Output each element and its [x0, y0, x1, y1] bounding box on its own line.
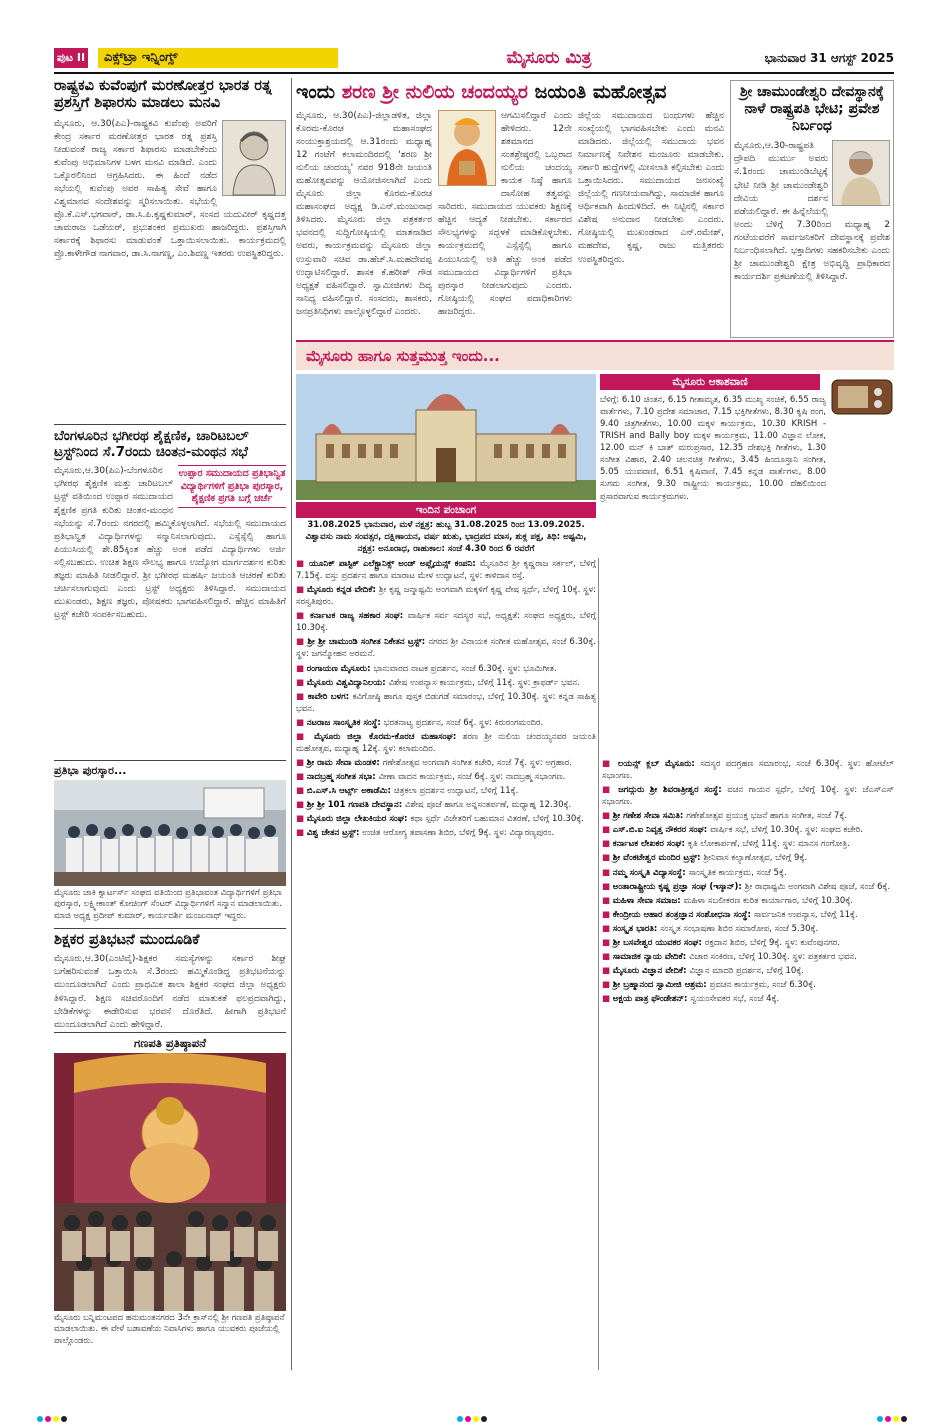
kuvempu-portrait — [222, 120, 286, 196]
event-item — [602, 867, 894, 879]
photo-title: ಪ್ರತಿಭಾ ಪುರಸ್ಕಾರ... — [54, 764, 127, 777]
today-box-header — [296, 340, 894, 370]
divider — [54, 424, 286, 425]
event-text: ಗಣೇಶೋತ್ಸವ ಪ್ರಯುಕ್ತ ಭಜನೆ ಹಾಗೂ ಸಂಗೀತ, ಸಂಜೆ 7ಕ್ಕೆ. — [686, 811, 848, 822]
event-text: ಮಹಿಳಾ ಸಬಲೀಕರಣ ಕುರಿತ ಕಾರ್ಯಾಗಾರ, ಬೆಳಿಗ್ಗೆ 10.30ಕ್ಕೆ. — [683, 895, 854, 906]
bullet-icon: ■ — [296, 677, 307, 688]
event-item — [296, 813, 596, 825]
divider — [54, 1032, 286, 1033]
event-text: ಚಿತ್ರಕಲಾ ಪ್ರದರ್ಶನ ಉದ್ಘಾಟನೆ, ಬೆಳಿಗ್ಗೆ 11ಕ್ಕೆ. — [393, 786, 519, 797]
bullet-icon: ■ — [602, 811, 613, 822]
section-title: ಎಕ್ಸ್‌ಟ್ರಾ ಇನ್ನಿಂಗ್ಸ್ — [98, 48, 338, 68]
chandayya-portrait — [438, 110, 496, 186]
event-item — [296, 827, 596, 839]
article-headline: ಬೆಂಗಳೂರಿನ ಭಗೀರಥ ಶೈಕ್ಷಣಿಕ, ಚಾರಿಟಬಲ್ ಟ್ರಸ್ಟ್‌ನಿಂದ ಸೆ.7ರಂದು ಚಿಂತನ-ಮಂಥನ ಸಭೆ — [54, 428, 249, 461]
article-body: ಮೈಸೂರು,ಆ.30(ಪಿಎ)-ಬೆಂಗಳೂರಿನ ಭಗೀರಥ ಶೈಕ್ಷಣಿಕ ಮತ್ತು ಚಾರಿಟಬಲ್ ಟ್ರಸ್ಟ್ ವತಿಯಿಂದ ಉಪ್ಪಾರ ಸಮುದಾಯದ ಶೈಕ್ಷಣಿಕ ಪ್ರಗತಿ ಕುರಿತು ಚಿಂತನ-ಮಂಥನ ಸಭೆಯನ್ನು ಸೆ.7ರಂದು ನಗರದಲ್ಲಿ ಹಮ್ಮಿಕೊಳ್ಳಲಾಗಿದೆ. ಸಭೆಯಲ್ಲಿ ಸಮುದಾಯದ ಪ್ರತಿಭಾನ್ವಿತ ವಿದ್ಯಾರ್ಥಿಗಳನ್ನು ಸನ್ಮಾನಿಸಲಾಗುವುದು. ಎಸ್ಸೆಸ್ಸೆಲ್ಸಿ ಹಾಗೂ ಪಿಯುಸಿಯಲ್ಲಿ ಶೇ.85ಕ್ಕಿಂತ ಹೆಚ್ಚು ಅಂಕ ಪಡೆದ ವಿದ್ಯಾರ್ಥಿಗಳು ಅರ್ಜಿ ಸಲ್ಲಿಸಬಹುದು. ಉಚಿತ ಶಿಕ್ಷಣ ಸೌಲಭ್ಯ ಹಾಗೂ ಉದ್ಯೋಗ ಮಾರ್ಗದರ್ಶನ ಕುರಿತು ತಜ್ಞರು ಮಾಹಿತಿ ನೀಡಲಿದ್ದಾರೆ. ಶ್ರೀ ಭಗೀರಥ ಮಹರ್ಷಿ ಜಯಂತಿ ಆಚರಣೆ ಕುರಿತು ಚರ್ಚಿಸಲಾಗುವುದು ಎಂದು ಟ್ರಸ್ಟ್ ಅಧ್ಯಕ್ಷರು ತಿಳಿಸಿದ್ದಾರೆ. ಸಮುದಾಯದ ಮುಖಂಡರು, ಶಿಕ್ಷಣ ತಜ್ಞರು, ಪೋಷಕರು ಭಾಗವಹಿಸಲಿದ್ದಾರೆ. ಹೆಚ್ಚಿನ ಮಾಹಿತಿಗೆ ಟ್ರಸ್ಟ್ ಕಚೇರಿ ಸಂಪರ್ಕಿಸಬಹುದು. — [54, 466, 286, 620]
event-item — [602, 909, 894, 921]
events-left-list — [296, 558, 596, 839]
today-box-title: ಮೈಸೂರು ಹಾಗೂ ಸುತ್ತಮುತ್ತ ಇಂದು... — [306, 347, 500, 365]
event-text: ವಿಜ್ಞಾನ ಮಾದರಿ ಪ್ರದರ್ಶನ, ಬೆಳಿಗ್ಗೆ 10ಕ್ಕೆ. — [689, 965, 804, 976]
headline-prefix: ಇಂದು — [296, 81, 336, 103]
radio-schedule: ಬೆಳಿಗ್ಗೆ: 6.10 ಚಿಂತನ, 6.15 ಗೀತಾಮೃತ, 6.35 ಮುಖ್ಯ ಸಂಚಿಕೆ, 6.55 ರಾಜ್ಯ ವಾರ್ತೆಗಳು, 7.10 ಪ್ರದೇಶ ಸಮಾಚಾರ, 7.15 ಭಕ್ತಿಗೀತೆಗಳು, 8.30 ಕೃಷಿ ರಂಗ, 9.40 ಚಿತ್ರಗೀತೆಗಳು, 10.00 ಮಕ್ಕಳ ಕಾರ್ಯಕ್ರಮ, 10.30 KRISH - TRISH and Bally boy ಮಕ್ಕಳ ಕಾರ್ಯಕ್ರಮ, 11.00 ವಿಜ್ಞಾನ ಲೋಕ, 12.00 ಮನ್ ಕಿ ಬಾತ್ ಮರುಪ್ರಸಾರ, 12.35 ದೇಶಭಕ್ತಿ ಗೀತೆಗಳು, 1.30 ಸಂಗೀತ ವಿಹಾರ, 2.40 ಚಲನಚಿತ್ರ ಗೀತೆಗಳು, 3.45 ಹಿಂದೂಸ್ತಾನಿ ಸಂಗೀತ, 5.05 ಯುವವಾಣಿ, 6.51 ಕೃಷಿವಾಣಿ, 7.45 ಕನ್ನಡ ವಾರ್ತೆಗಳು, 8.00 ಸುಗಮ ಸಂಗೀತ, 9.30 ರಾಷ್ಟ್ರೀಯ ಕಾರ್ಯಕ್ರಮ, 10.00 ದೆಹಲಿಯಿಂದ ಪ್ರಸಾರವಾಗುವ ಕಾರ್ಯಕ್ರಮಗಳು. — [600, 395, 826, 502]
article-bengaluru — [54, 428, 286, 758]
events-right-list — [602, 758, 894, 1005]
bullet-icon: ■ — [296, 772, 307, 782]
divider — [54, 928, 286, 929]
event-title: ನಮ್ಮ ಸಂಸ್ಕೃತಿ ವಿದ್ಯಾಸಂಸ್ಥೆ: — [612, 867, 689, 878]
event-item — [602, 965, 894, 977]
event-text: ಶ್ರೀ ರಾಧಾಷ್ಟಮಿ ಅಂಗವಾಗಿ ವಿಶೇಷ ಪೂಜೆ, ಸಂಜೆ 6ಕ್ಕೆ. — [744, 881, 891, 892]
event-item — [296, 610, 596, 634]
radio-block — [600, 374, 894, 752]
ganapati-photo — [54, 1053, 286, 1311]
headline-suffix: ಜಯಂತಿ ಮಹೋತ್ಸವ — [534, 81, 667, 103]
events-right — [602, 758, 894, 1370]
event-text: ಶರಣ ಶ್ರೀ ನುಲಿಯ ಚಂದಯ್ಯನವರ ಜಯಂತಿ ಮಹೋತ್ಸವ, ಮಧ್ಯಾಹ್ನ 12ಕ್ಕೆ. ಸ್ಥಳ: ಕಲಾಮಂದಿರ. — [296, 731, 597, 754]
dateline: ಭಾನುವಾರ 31 ಆಗಸ್ಟ್ 2025 — [764, 51, 894, 65]
bullet-icon: ■ — [296, 828, 307, 839]
event-item — [296, 757, 596, 769]
column-rule — [291, 78, 292, 1370]
event-title: ಅಂತಾರಾಷ್ಟ್ರೀಯ ಕೃಷ್ಣ ಪ್ರಜ್ಞಾ ಸಂಘ (ಇಸ್ಕಾನ್): — [612, 881, 745, 892]
event-item — [602, 852, 894, 864]
event-text: ಸ್ವಯಂಸೇವಕರ ಸಭೆ, ಸಂಜೆ 4ಕ್ಕೆ. — [690, 994, 780, 1005]
event-title: ಎಸ್.ಬಿ.ಐ ನಿವೃತ್ತ ನೌಕರರ ಸಂಘ: — [612, 825, 711, 836]
event-text: ಭಾನುವಾರದ ನಾಟಕ ಪ್ರದರ್ಶನ, ಸಂಜೆ 6.30ಕ್ಕೆ. ಸ್ಥಳ: ಭೂಮಿಗೀತ. — [373, 663, 557, 674]
event-text: ವಾರ್ಷಿಕ ಸರ್ವ ಸದಸ್ಯರ ಸಭೆ, ಅಧ್ಯಕ್ಷತೆ: ಸಂಘದ ಅಧ್ಯಕ್ಷರು, ಬೆಳಿಗ್ಗೆ 10.30ಕ್ಕೆ. — [296, 611, 597, 634]
event-title: ಕಾವೇರಿ ಬಳಗ: — [307, 691, 353, 702]
event-title: ನಟರಾಜ ಸಾಂಸ್ಕೃತಿಕ ಸಂಸ್ಥೆ: — [306, 717, 384, 728]
bullet-icon: ■ — [296, 757, 307, 768]
event-text: ಕಥಾ ಸ್ಪರ್ಧೆ ವಿಜೇತರಿಗೆ ಬಹುಮಾನ ವಿತರಣೆ, ಬೆಳಿಗ್ಗೆ 10.30ಕ್ಕೆ. — [410, 814, 584, 825]
events-left — [296, 558, 596, 1370]
event-title: ಮಹಿಳಾ ಸೇವಾ ಸಮಾಜ: — [612, 895, 684, 906]
event-title: ಶ್ರೀ ಬ್ರಹ್ಮಾನಂದ ಸ್ವಾಮೀಜಿ ಆಶ್ರಮ: — [612, 980, 710, 990]
bullet-icon: ■ — [296, 637, 308, 648]
article-body: ಜಿಲ್ಲೆಯ ಸಮುದಾಯದ ಬಂಧುಗಳು ಹೆಚ್ಚಿನ ಸಂಖ್ಯೆಯಲ್ಲಿ ಭಾಗವಹಿಸಬೇಕು ಎಂದು ಮನವಿ ಮಾಡಿದರು. ಜಿಲ್ಲೆಯಲ್ಲಿ ಸಮುದಾಯ ಭವನ ನಿರ್ಮಾಣಕ್ಕೆ ನಿವೇಶನ ಮಂಜೂರು ಮಾಡಬೇಕು. ಸರ್ಕಾರಿ ಹುದ್ದೆಗಳಲ್ಲಿ ಮೀಸಲಾತಿ ಕಲ್ಪಿಸಬೇಕು ಎಂದು ಒತ್ತಾಯಿಸಿದರು. ಸಮುದಾಯದ ಜನಸಂಖ್ಯೆ ಜಿಲ್ಲೆಯಲ್ಲಿ ಗಣನೀಯವಾಗಿದ್ದು, ಸಾಮಾಜಿಕ ಹಾಗೂ ಆರ್ಥಿಕವಾಗಿ ಹಿಂದುಳಿದಿದೆ. ಈ ನಿಟ್ಟಿನಲ್ಲಿ ಸರ್ಕಾರ ವಿಶೇಷ ಅನುದಾನ ನೀಡಬೇಕು ಎಂದರು. ಗೋಷ್ಠಿಯಲ್ಲಿ ಮುಖಂಡರಾದ ಎನ್.ರಮೇಶ್, ಮಹದೇವ, ಕೃಷ್ಣ, ರಾಜು ಮತ್ತಿತರರು ಉಪಸ್ಥಿತರಿದ್ದರು. — [578, 111, 724, 265]
event-item — [296, 717, 596, 729]
photo-title: ಗಣಪತಿ ಪ್ರತಿಷ್ಠಾಪನೆ — [134, 1036, 206, 1050]
event-item — [296, 677, 596, 689]
bullet-icon: ■ — [602, 895, 613, 906]
event-text: ಉಚಿತ ಆರೋಗ್ಯ ತಪಾಸಣಾ ಶಿಬಿರ, ಬೆಳಿಗ್ಗೆ 9ಕ್ಕೆ. ಸ್ಥಳ: ವಿದ್ಯಾರಣ್ಯಪುರಂ. — [362, 828, 555, 839]
event-text: ಮೈಸೂರಿನ ಶ್ರೀ ಕೃಷ್ಣರಾಜ ಸರ್ಕಲ್, ಬೆಳಿಗ್ಗೆ 7.15ಕ್ಕೆ. ವಸ್ತು ಪ್ರದರ್ಶನ ಹಾಗೂ ಮಾರಾಟ ಮೇಳ ಉದ್ಘಾಟನೆ, ಸ್ಥಳ: ಕಾಳಿದಾಸ ರಸ್ತೆ. — [296, 559, 596, 582]
event-item — [296, 731, 596, 755]
event-title: ಶ್ರೀ ರಾಮ ಸೇವಾ ಮಂಡಳಿ: — [306, 757, 383, 768]
event-text: ಸದಸ್ಯರ ಪದಗ್ರಹಣ ಸಮಾರಂಭ, ಸಂಜೆ 6.30ಕ್ಕೆ. ಸ್ಥಳ: ಹೋಟೆಲ್ ಸಭಾಂಗಣ. — [602, 759, 894, 782]
radio-title: ಮೈಸೂರು ಆಕಾಶವಾಣಿ — [600, 374, 820, 390]
event-item — [602, 895, 894, 907]
event-title: ನಾದಬ್ರಹ್ಮ ಸಂಗೀತ ಸಭಾ: — [306, 772, 379, 782]
event-title: ಶ್ರೀ ಶ್ರೀ ಚಾಮುಂಡಿ ಸಂಗೀತ ನಿಕೇತನ ಟ್ರಸ್ಟ್: — [307, 637, 429, 648]
bullet-icon: ■ — [296, 585, 307, 596]
event-title: ಲಯನ್ಸ್ ಕ್ಲಬ್ ಮೈಸೂರು: — [617, 759, 701, 769]
jayanti-body-mid — [438, 110, 572, 332]
palace-image — [296, 374, 596, 500]
event-item — [296, 785, 596, 797]
photo-caption: ಮೈಸೂರು ಬನ್ನಿಮಂಟಪದ ಹನುಮಂತನಗರದ 3ನೇ ಕ್ರಾಸ್‌ನಲ್ಲಿ ಶ್ರೀ ಗಣಪತಿ ಪ್ರತಿಷ್ಠಾಪನೆ ಮಾಡಲಾಯಿತು. ಈ ವೇಳೆ ಬಡಾವಣೆಯ ನಿವಾಸಿಗಳು ಹಾಗೂ ಯುವಕರು ಪೂಜೆಯಲ್ಲಿ ಪಾಲ್ಗೊಂಡರು. — [54, 1313, 285, 1346]
bullet-icon: ■ — [296, 800, 307, 811]
event-text: ವಾರ್ಷಿಕ ಸಭೆ, ಬೆಳಿಗ್ಗೆ 10.30ಕ್ಕೆ. ಸ್ಥಳ: ಸಂಘದ ಕಚೇರಿ. — [710, 825, 864, 836]
event-item — [602, 923, 894, 935]
event-title: ಮೈಸೂರು ವಿಜ್ಞಾನ ವೇದಿಕೆ: — [612, 965, 690, 976]
bullet-icon: ■ — [602, 951, 613, 962]
print-registration-marks — [0, 1408, 945, 1416]
jayanti-headline — [296, 78, 724, 106]
event-title: ಮೈಸೂರು ಜಿಲ್ಲಾ ಕೊರಮ-ಕೊರಚ ಮಹಾಸಂಘ: — [314, 731, 463, 742]
article-protest — [54, 932, 286, 1030]
panchanga-title: ಇಂದಿನ ಪಂಚಾಂಗ — [296, 502, 596, 518]
event-title: ವಿಶ್ವ ಚೇತನ ಟ್ರಸ್ಟ್: — [306, 828, 363, 839]
event-item — [296, 558, 596, 582]
article-president — [730, 80, 894, 338]
event-title: ಅಕ್ಷಯ ಪಾತ್ರ ಫೌಂಡೇಶನ್: — [612, 994, 691, 1005]
bullet-icon: ■ — [602, 853, 613, 864]
event-title: ಕೇಂದ್ರೀಯ ಆಹಾರ ತಂತ್ರಜ್ಞಾನ ಸಂಶೋಧನಾ ಸಂಸ್ಥೆ: — [612, 909, 754, 920]
event-item — [296, 799, 596, 811]
event-item — [296, 771, 596, 783]
event-item — [602, 993, 894, 1005]
event-text: ವಚನ ಗಾಯನ ಸ್ಪರ್ಧೆ, ಬೆಳಿಗ್ಗೆ 10ಕ್ಕೆ. ಸ್ಥಳ: ಜೆಎಸ್‌ಎಸ್ ಸಭಾಂಗಣ. — [602, 785, 895, 808]
bullet-icon: ■ — [296, 814, 307, 825]
event-text: ವೀಣಾ ವಾದನ ಕಾರ್ಯಕ್ರಮ, ಸಂಜೆ 6ಕ್ಕೆ. ಸ್ಥಳ: ನಾದಬ್ರಹ್ಮ ಸಭಾಂಗಣ. — [378, 772, 566, 782]
president-portrait — [832, 140, 890, 206]
photo-ganapati-block — [54, 1036, 286, 1370]
bullet-icon: ■ — [296, 731, 315, 742]
bullet-icon: ■ — [602, 881, 613, 892]
photo-caption: ಮೈಸೂರು ಜಾಕಿ ಕ್ವಾರ್ಟರ್ಸ್ ಸಂಘದ ವತಿಯಿಂದ ಪ್ರತಿಭಾವಂತ ವಿದ್ಯಾರ್ಥಿಗಳಿಗೆ ಪ್ರತಿಭಾ ಪುರಸ್ಕಾರ, ಲಕ್ಷ್ಮೀಕಾಂತ್ ಕೋಚಿಂಗ್ ಸೆಂಟರ್ ವಿದ್ಯಾರ್ಥಿಗಳಿಗೆ ಸನ್ಮಾನ ಮಾಡಲಾಯಿತು. ಮಾಜಿ ಅಧ್ಯಕ್ಷ ಪ್ರದೀಪ್ ಕುಮಾರ್, ಕಾರ್ಯದರ್ಶಿ ಮಂಜುನಾಥ್ ಇದ್ದರು. — [54, 888, 282, 921]
page-header — [54, 48, 894, 70]
palace-block — [296, 374, 596, 552]
article-body: ಮೈಸೂರು,ಆ.30-ರಾಷ್ಟ್ರಪತಿ ದ್ರೌಪದಿ ಮುರ್ಮು ಅವರು ಸೆ.1ರಂದು ಚಾಮುಂಡಿಬೆಟ್ಟಕ್ಕೆ ಭೇಟಿ ನೀಡಿ ಶ್ರೀ ಚಾಮುಂಡೇಶ್ವರಿ ದೇವಿಯ ದರ್ಶನ ಪಡೆಯಲಿದ್ದಾರೆ. ಈ ಹಿನ್ನೆಲೆಯಲ್ಲಿ ಅಂದು ಬೆಳಿಗ್ಗೆ 7.30ರಿಂದ ಮಧ್ಯಾಹ್ನ 2 ಗಂಟೆಯವರೆಗೆ ಸಾರ್ವಜನಿಕರಿಗೆ ದೇವಸ್ಥಾನಕ್ಕೆ ಪ್ರವೇಶ ನಿರ್ಬಂಧಿಸಲಾಗಿದೆ. ಭಕ್ತಾದಿಗಳು ಸಹಕರಿಸಬೇಕು ಎಂದು ಶ್ರೀ ಚಾಮುಂಡೇಶ್ವರಿ ಕ್ಷೇತ್ರ ಅಭಿವೃದ್ಧಿ ಪ್ರಾಧಿಕಾರದ ಕಾರ್ಯದರ್ಶಿ ಪ್ರಕಟಣೆಯಲ್ಲಿ ತಿಳಿಸಿದ್ದಾರೆ. — [734, 141, 890, 282]
bullet-icon: ■ — [602, 937, 613, 948]
bullet-icon: ■ — [296, 717, 307, 728]
event-item — [296, 663, 596, 675]
bullet-icon: ■ — [602, 839, 613, 850]
bullet-icon: ■ — [602, 759, 618, 769]
event-title: ಜಗದ್ಗುರು ಶ್ರೀ ಶಿವರಾತ್ರೀಶ್ವರ ಸಂಸ್ಥೆ: — [618, 785, 728, 796]
column-rule — [598, 558, 599, 1370]
event-item — [602, 951, 894, 963]
event-item — [602, 758, 894, 782]
event-title: ಶ್ರೀ ವೆಂಕಟೇಶ್ವರ ಮಂದಿರ ಟ್ರಸ್ಟ್: — [612, 853, 704, 864]
event-text: ಶ್ರೀನಿವಾಸ ಕಲ್ಯಾಣೋತ್ಸವ, ಬೆಳಿಗ್ಗೆ 9ಕ್ಕೆ. — [703, 853, 808, 864]
event-item — [296, 584, 596, 608]
event-text: ಸಾರ್ವಜನಿಕ ಉಪನ್ಯಾಸ, ಬೆಳಿಗ್ಗೆ 11ಕ್ಕೆ. — [753, 909, 858, 920]
event-title: ಮೈಸೂರು ವಿಶ್ವವಿದ್ಯಾನಿಲಯ: — [306, 677, 389, 688]
event-item — [602, 881, 894, 893]
event-title: ಸಂಸ್ಕೃತ ಭಾರತಿ: — [612, 923, 661, 934]
event-text: ವಿಚಾರ ಸಂಕಿರಣ, ಬೆಳಿಗ್ಗೆ 10.30ಕ್ಕೆ. ಸ್ಥಳ: ಪತ್ರಕರ್ತರ ಭವನ. — [689, 951, 857, 962]
bullet-icon: ■ — [602, 867, 613, 878]
header-rule — [54, 72, 894, 74]
event-title: ಶ್ರೀ ಗಣೇಶ ಸೇವಾ ಸಮಿತಿ: — [612, 811, 687, 822]
event-title: ಸಾಮಾಜಿಕ ನ್ಯಾಯ ವೇದಿಕೆ: — [612, 951, 690, 962]
bullet-icon: ■ — [602, 825, 613, 836]
article-body: ಮೈಸೂರು,ಆ.30(ಎಂಟಿವೈ)-ಶಿಕ್ಷಕರ ಸಮಸ್ಯೆಗಳನ್ನು ಸರ್ಕಾರ ಶೀಘ್ರ ಬಗೆಹರಿಸುವಂತೆ ಒತ್ತಾಯಿಸಿ ಸೆ.3ರಂದು ಹಮ್ಮಿಕೊಂಡಿದ್ದ ಪ್ರತಿಭಟನೆಯನ್ನು ಮುಂದೂಡಲಾಗಿದೆ ಎಂದು ಪ್ರಾಥಮಿಕ ಶಾಲಾ ಶಿಕ್ಷಕರ ಸಂಘದ ಜಿಲ್ಲಾ ಅಧ್ಯಕ್ಷರು ತಿಳಿಸಿದ್ದಾರೆ. ಶಿಕ್ಷಣ ಸಚಿವರೊಂದಿಗೆ ನಡೆದ ಮಾತುಕತೆ ಫಲಪ್ರದವಾಗಿದ್ದು, ಬೇಡಿಕೆಗಳನ್ನು ಈಡೇರಿಸುವ ಭರವಸೆ ದೊರೆತಿದೆ. ಹೀಗಾಗಿ ಪ್ರತಿಭಟನೆ ಮುಂದೂಡಲಾಗಿದೆ ಎಂದು ಹೇಳಿದ್ದಾರೆ. — [54, 954, 286, 1030]
divider — [54, 760, 286, 761]
event-title: ಬಿ.ಎಸ್.ಸಿ ಆರ್ಟ್ಸ್ ಅಕಾಡೆಮಿ: — [306, 786, 394, 797]
photo-pratibha-block — [54, 764, 286, 921]
jayanti-body-right — [578, 110, 724, 332]
radio-icon — [830, 374, 894, 418]
event-text: ಕೃತಿ ಲೋಕಾರ್ಪಣೆ, ಬೆಳಿಗ್ಗೆ 11ಕ್ಕೆ. ಸ್ಥಳ: ಮಾನಸ ಗಂಗೋತ್ರಿ. — [687, 839, 850, 850]
article-subhead: ಉಪ್ಪಾರ ಸಮುದಾಯದ ಪ್ರತಿಭಾನ್ವಿತ ವಿದ್ಯಾರ್ಥಿಗಳಿಗೆ ಪ್ರತಿಭಾ ಪುರಸ್ಕಾರ, ಶೈಕ್ಷಣಿಕ ಪ್ರಗತಿ ಬಗ್ಗೆ ಚರ್ಚೆ — [178, 465, 286, 508]
headline-accent: ಶರಣ ಶ್ರೀ ನುಲಿಯ ಚಂದಯ್ಯರ — [341, 81, 528, 103]
event-title: ಮೈಸೂರು ಜಿಲ್ಲಾ ಲೇಖಕಿಯರ ಸಂಘ: — [306, 814, 411, 825]
event-item — [602, 838, 894, 850]
bullet-icon: ■ — [296, 611, 310, 622]
event-title: ಮೈಸೂರು ಕನ್ನಡ ವೇದಿಕೆ: — [306, 585, 379, 596]
event-item — [602, 824, 894, 836]
article-kuvempu — [54, 78, 286, 418]
event-text: ವಿಶೇಷ ಪೂಜೆ ಹಾಗೂ ಅನ್ನಸಂತರ್ಪಣೆ, ಮಧ್ಯಾಹ್ನ 12.30ಕ್ಕೆ. — [405, 800, 572, 811]
event-text: ಭರತನಾಟ್ಯ ಪ್ರದರ್ಶನ, ಸಂಜೆ 6ಕ್ಕೆ. ಸ್ಥಳ: ಕಿರುರಂಗಮಂದಿರ. — [383, 717, 544, 728]
event-item — [296, 691, 596, 715]
event-title: ಶ್ರೀ ಬಸವೇಶ್ವರ ಯುವಕರ ಸಂಘ: — [612, 937, 705, 948]
masthead: ಮೈಸೂರು ಮಿತ್ರ — [506, 48, 592, 68]
event-text: ನಗರದ ಶ್ರೀ ವಿನಾಯಕ ಸಂಗೀತ ಮಹೋತ್ಸವ, ಸಂಜೆ 6.30ಕ್ಕೆ. ಸ್ಥಳ: ಜಗನ್ಮೋಹನ ಅರಮನೆ. — [296, 637, 597, 660]
panchanga-text: 31.08.2025 ಭಾನುವಾರ, ಮಳೆ ನಕ್ಷತ್ರ: ಹುಬ್ಬ 31.08.2025 ರಿಂದ 13.09.2025. ವಿಶ್ವಾವಸು ನಾಮ ಸಂವತ್ಸರ, ದಕ್ಷಿಣಾಯನ, ವರ್ಷ ಋತು, ಭಾದ್ರಪದ ಮಾಸ, ಶುಕ್ಲ ಪಕ್ಷ, ತಿಥಿ: ಅಷ್ಟಮಿ, ನಕ್ಷತ್ರ: ಅನೂರಾಧ, ರಾಹುಕಾಲ: ಸಂಜೆ 4.30 ರಿಂದ 6 ರವರೆಗೆ — [305, 520, 587, 554]
event-text: ಸಂಸ್ಕೃತ ಸಂಭಾಷಣಾ ಶಿಬಿರ ಸಮಾರೋಪ, ಸಂಜೆ 5.30ಕ್ಕೆ. — [660, 923, 819, 934]
event-title: ಶ್ರೀ ಶ್ರೀ 101 ಗಣಪತಿ ದೇವಸ್ಥಾನ: — [306, 800, 406, 811]
event-text: ರಕ್ತದಾನ ಶಿಬಿರ, ಬೆಳಿಗ್ಗೆ 9ಕ್ಕೆ. ಸ್ಥಳ: ಕುವೆಂಪುನಗರ. — [704, 937, 840, 948]
event-title: ಯೂನಿಕ್ ಪಾಸ್ಟಿಕ್ ಎಲೆಕ್ಟ್ರಾನಿಕ್ಸ್ ಅಂಡ್ ಅಪ್ಲೈಯನ್ಸ್ ಕಂಪನಿ: — [308, 559, 480, 569]
event-item — [602, 937, 894, 949]
event-title: ರಂಗಾಯಣ ಮೈಸೂರು: — [306, 663, 374, 674]
event-text: ಗಣೇಶೋತ್ಸವ ಅಂಗವಾಗಿ ಸಂಗೀತ ಕಚೇರಿ, ಸಂಜೆ 7ಕ್ಕೆ. ಸ್ಥಳ: ಅಗ್ರಹಾರ. — [382, 757, 572, 768]
article-headline: ರಾಷ್ಟ್ರಕವಿ ಕುವೆಂಪುಗೆ ಮರಣೋತ್ತರ ಭಾರತ ರತ್ನ ಪ್ರಶಸ್ತಿಗೆ ಶಿಫಾರಸು ಮಾಡಲು ಮನವಿ — [54, 78, 272, 112]
bullet-icon: ■ — [296, 786, 307, 797]
bullet-icon: ■ — [602, 923, 613, 934]
bullet-icon: ■ — [296, 663, 307, 674]
article-body: ಮೈಸೂರು, ಆ.30(ಪಿಎ)-ರಾಷ್ಟ್ರಕವಿ ಕುವೆಂಪು ಅವರಿಗೆ ಕೇಂದ್ರ ಸರ್ಕಾರ ಮರಣೋತ್ತರ ಭಾರತ ರತ್ನ ಪ್ರಶಸ್ತಿ ನೀಡುವಂತೆ ರಾಜ್ಯ ಸರ್ಕಾರ ಶಿಫಾರಸು ಮಾಡಬೇಕೆಂದು ಕುವೆಂಪು ಅಭಿಮಾನಿಗಳ ಬಳಗ ಮನವಿ ಮಾಡಿದೆ. ಎಂದು ಒಕ್ಕೊರಲಿನಿಂದ ಆಗ್ರಹಿಸಿದರು. ಈ ಹಿಂದೆ ನಡೆದ ಸಭೆಯಲ್ಲಿ ಕುವೆಂಪು ಅವರ ಸಾಹಿತ್ಯ ಸೇವೆ ಹಾಗೂ ವಿಶ್ವಮಾನವ ಸಂದೇಶವನ್ನು ಸ್ಮರಿಸಲಾಯಿತು. ಸಭೆಯಲ್ಲಿ ಪ್ರೊ.ಕೆ.ಎಸ್.ಭಗವಾನ್, ಡಾ.ಸಿ.ಪಿ.ಕೃಷ್ಣಕುಮಾರ್, ಸಂಸದ ಯದುವೀರ್ ಕೃಷ್ಣದತ್ತ ಚಾಮರಾಜ ಒಡೆಯರ್, ಪ್ರಭುಶಂಕರ ಪ್ರಮುಖರು ಹಾಜರಿದ್ದರು. ಪ್ರಶಸ್ತಿಗಾಗಿ ಸರ್ಕಾರಕ್ಕೆ ಶಿಫಾರಸು ಮಾಡುವಂತೆ ಒತ್ತಾಯಿಸಲಾಯಿತು. ಕಾರ್ಯಕ್ರಮದಲ್ಲಿ ಪ್ರೊ.ಕಾಳೇಗೌಡ ನಾಗವಾರ, ಡಾ.ಸಿ.ನಾಗಣ್ಣ, ಎಂ.ಶಿವಣ್ಣ ಇತರರು ಉಪಸ್ಥಿತರಿದ್ದರು. — [54, 118, 286, 260]
bullet-icon: ■ — [296, 559, 309, 569]
article-headline: ಶಿಕ್ಷಕರ ಪ್ರತಿಭಟನೆ ಮುಂದೂಡಿಕೆ — [54, 932, 200, 948]
event-text: ಪ್ರವಚನ ಕಾರ್ಯಕ್ರಮ, ಸಂಜೆ 6.30ಕ್ಕೆ. — [709, 980, 816, 990]
jayanti-body-left — [296, 110, 432, 332]
bullet-icon: ■ — [602, 965, 613, 976]
article-headline: ಶ್ರೀ ಚಾಮುಂಡೇಶ್ವರಿ ದೇವಸ್ಥಾನಕ್ಕೆ ನಾಳೆ ರಾಷ್ಟ್ರಪತಿ ಭೇಟಿ; ಪ್ರವೇಶ ನಿರ್ಬಂಧ — [739, 84, 884, 134]
bullet-icon: ■ — [602, 785, 619, 796]
page-number: ಪುಟ II — [54, 48, 88, 68]
event-text: ಸಾಂಸ್ಕೃತಿಕ ಕಾರ್ಯಕ್ರಮ, ಸಂಜೆ 5ಕ್ಕೆ. — [688, 867, 787, 878]
event-item — [602, 784, 894, 808]
event-item — [602, 810, 894, 822]
event-item — [296, 636, 596, 660]
bullet-icon: ■ — [602, 980, 613, 990]
event-text: ವಿಶೇಷ ಉಪನ್ಯಾಸ ಕಾರ್ಯಕ್ರಮ, ಬೆಳಿಗ್ಗೆ 11ಕ್ಕೆ. ಸ್ಥಳ: ಕ್ರಾಫರ್ಡ್ ಭವನ. — [388, 677, 580, 688]
group-photo — [54, 780, 286, 886]
article-body: ಮೈಸೂರು, ಆ.30(ಪಿಎ)-ಜಿಲ್ಲಾಡಳಿತ, ಜಿಲ್ಲಾ ಕೊರಮ-ಕೊರಚ ಮಹಾಸಂಘದ ಸಂಯುಕ್ತಾಶ್ರಯದಲ್ಲಿ ಆ.31ರಂದು ಮಧ್ಯಾಹ್ನ 12 ಗಂಟೆಗೆ ಕಲಾಮಂದಿರದಲ್ಲಿ 'ಶರಣ ಶ್ರೀ ನುಲಿಯ ಚಂದಯ್ಯ' ನವರ 918ನೇ ಜಯಂತಿ ಮಹೋತ್ಸವವನ್ನು ಆಯೋಜಿಸಲಾಗಿದೆ ಎಂದು ಮೈಸೂರು ಜಿಲ್ಲಾ ಕೊರಮ-ಕೊರಚ ಮಹಾಸಂಘದ ಅಧ್ಯಕ್ಷ ಡಿ.ಎನ್.ಮಂಜುನಾಥ ತಿಳಿಸಿದರು. ಮೈಸೂರು ಜಿಲ್ಲಾ ಪತ್ರಕರ್ತರ ಭವನದಲ್ಲಿ ಸುದ್ದಿಗೋಷ್ಠಿಯಲ್ಲಿ ಮಾತನಾಡಿದ ಅವರು, ಕಾರ್ಯಕ್ರಮವನ್ನು ಮೈಸೂರು ಜಿಲ್ಲಾ ಉಸ್ತುವಾರಿ ಸಚಿವ ಡಾ.ಹೆಚ್.ಸಿ.ಮಹದೇವಪ್ಪ ಉದ್ಘಾಟಿಸಲಿದ್ದಾರೆ. ಶಾಸಕ ಕೆ.ಹರೀಶ್ ಗೌಡ ಅಧ್ಯಕ್ಷತೆ ವಹಿಸಲಿದ್ದಾರೆ. ಸ್ವಾಮೀಜಿಗಳು ದಿವ್ಯ ಸಾನಿಧ್ಯ ವಹಿಸಲಿದ್ದಾರೆ. ಸಂಸದರು, ಶಾಸಕರು, ಜನಪ್ರತಿನಿಧಿಗಳು ಪಾಲ್ಗೊಳ್ಳಲಿದ್ದಾರೆ ಎಂದರು. — [296, 111, 432, 317]
event-text: ಕವಿಗೋಷ್ಠಿ ಹಾಗೂ ಪುಸ್ತಕ ಬಿಡುಗಡೆ ಸಮಾರಂಭ, ಬೆಳಿಗ್ಗೆ 10.30ಕ್ಕೆ. ಸ್ಥಳ: ಕನ್ನಡ ಸಾಹಿತ್ಯ ಭವನ. — [296, 691, 596, 714]
event-text: ಶ್ರೀ ಕೃಷ್ಣ ಜನ್ಮಾಷ್ಟಮಿ ಅಂಗವಾಗಿ ಮಕ್ಕಳಿಗೆ ಕೃಷ್ಣ ವೇಷ ಸ್ಪರ್ಧೆ, ಬೆಳಿಗ್ಗೆ 10ಕ್ಕೆ. ಸ್ಥಳ: ಸರಸ್ವತಿಪುರಂ. — [296, 585, 596, 608]
bullet-icon: ■ — [602, 994, 613, 1005]
event-item — [602, 979, 894, 991]
bullet-icon: ■ — [602, 909, 613, 920]
event-title: ಕರ್ನಾಟಕ ಲೇಖಕರ ಸಂಘ: — [612, 839, 688, 850]
article-body: ಆಗಮಿಸಲಿದ್ದಾರೆ ಎಂದು ಹೇಳಿದರು. 12ನೇ ಶತಮಾನದ ಸಂತಶ್ರೇಷ್ಠರಲ್ಲಿ ಒಬ್ಬರಾದ ನುಲಿಯ ಚಂದಯ್ಯ ಕಾಯಕ ನಿಷ್ಠೆ ಹಾಗೂ ದಾಸೋಹ ತತ್ವವನ್ನು ಸಾರಿದರು. ಸಮುದಾಯದ ಯುವಕರು ಶಿಕ್ಷಣಕ್ಕೆ ಹೆಚ್ಚಿನ ಆದ್ಯತೆ ನೀಡಬೇಕು. ಸರ್ಕಾರದ ಸೌಲಭ್ಯಗಳನ್ನು ಸದ್ಬಳಕೆ ಮಾಡಿಕೊಳ್ಳಬೇಕು. ಕಾರ್ಯಕ್ರಮದಲ್ಲಿ ಎಸ್ಸೆಸ್ಸೆಲ್ಸಿ ಹಾಗೂ ಪಿಯುಸಿಯಲ್ಲಿ ಅತಿ ಹೆಚ್ಚು ಅಂಕ ಪಡೆದ ಸಮುದಾಯದ ವಿದ್ಯಾರ್ಥಿಗಳಿಗೆ ಪ್ರತಿಭಾ ಪುರಸ್ಕಾರ ನೀಡಲಾಗುವುದು ಎಂದರು. ಗೋಷ್ಠಿಯಲ್ಲಿ ಸಂಘದ ಪದಾಧಿಕಾರಿಗಳು ಹಾಜರಿದ್ದರು. — [438, 111, 572, 317]
bullet-icon: ■ — [296, 691, 308, 702]
event-title: ಕರ್ನಾಟಕ ರಾಜ್ಯ ಸಹಕಾರ ಸಂಘ: — [309, 611, 408, 622]
